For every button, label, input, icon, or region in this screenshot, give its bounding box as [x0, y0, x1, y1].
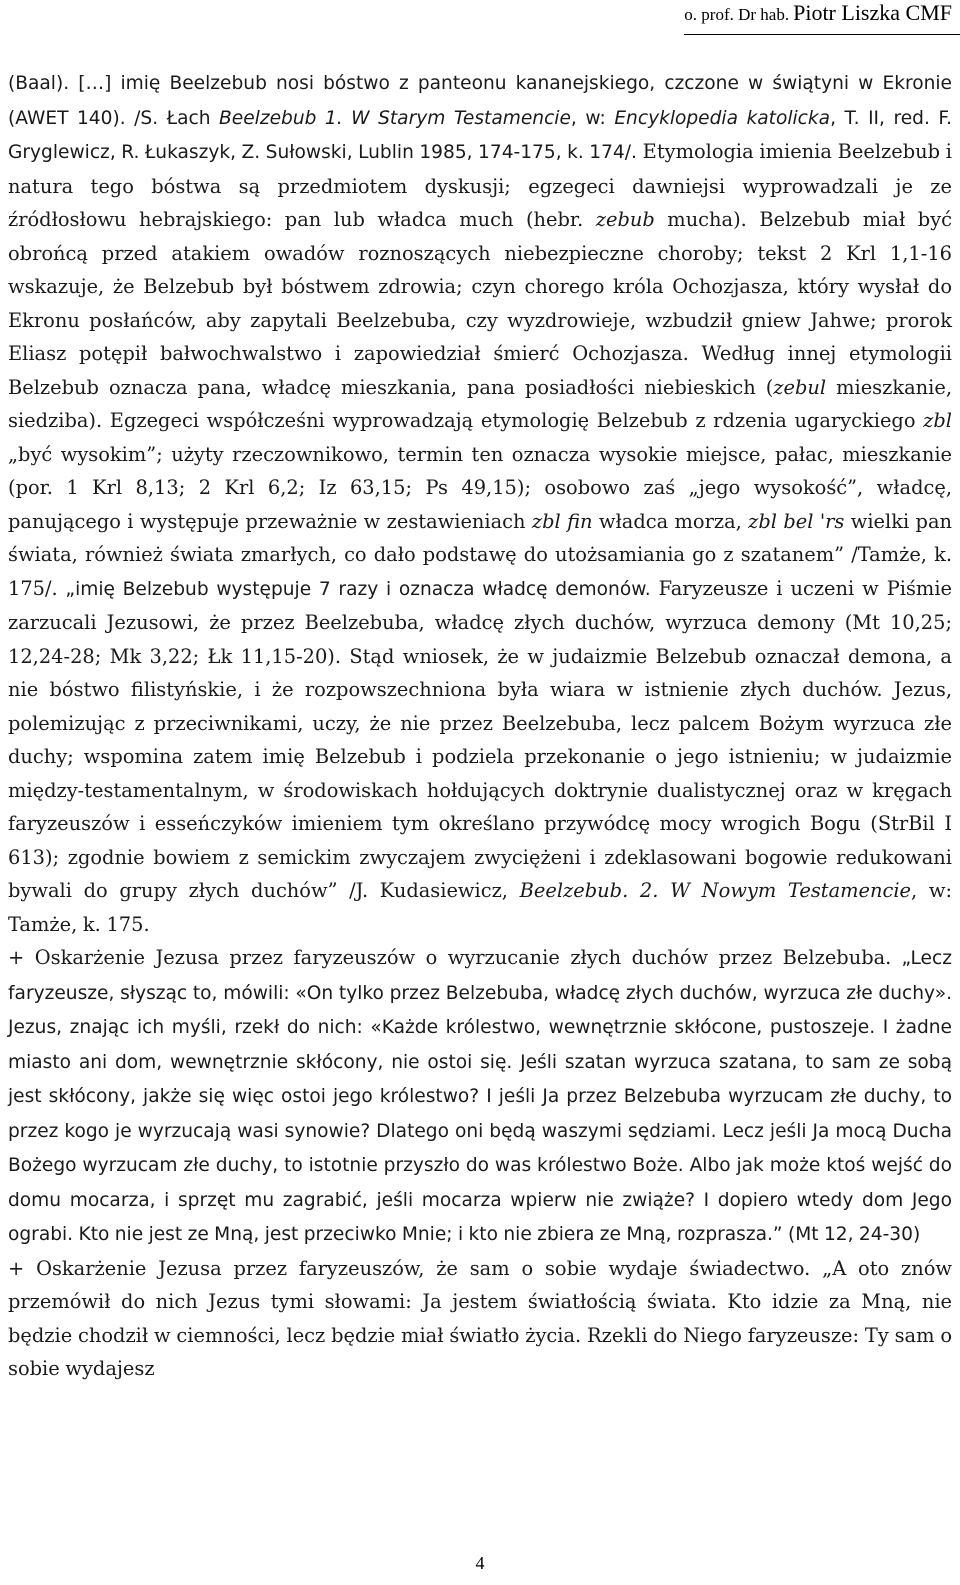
- paragraph-accusation-belzebub: [8, 941, 952, 1252]
- citation-text: (Baal). […] imię Beelzebub nosi bóstwo z panteonu kananejskiego, czczone w świątyni w Ekronie (AWET 140). /S. Łach: [8, 73, 952, 129]
- paragraph-accusation-testimony: [8, 1252, 952, 1386]
- page-number: 4: [475, 1553, 485, 1573]
- italic-term: zbl bel 'rs: [748, 509, 845, 533]
- citation-title-italic: Encyklopedia katolicka: [614, 107, 831, 129]
- scripture-quote: „A oto znów przemówił do nich Jezus tymi słowami: Ja jestem światłością świata. Kto idzie za Mną, nie będzie chodził w ciemności, lecz będzie miał światło życia. Rzekli do Niego faryzeusze: Ty sam o sobie wydajesz: [8, 1256, 952, 1380]
- quote-text-sans: „imię Belzebub występuje 7 razy i oznacza władcę demonów.: [57, 578, 651, 600]
- paragraph-beelzebub: [8, 66, 952, 941]
- italic-term: zebul: [773, 375, 827, 399]
- section-heading-text: + Oskarżenie Jezusa przez faryzeuszów, że sam o sobie wydaje świadectwo.: [8, 1256, 811, 1280]
- body-text: mucha). Belzebub miał być obrońcą przed atakiem owadów roznoszących niebezpieczne choroby; tekst 2 Krl 1,1-16 wskazuje, że Belzebub był bóstwem zdrowia; czyn chorego króla Ochozjasza, który wysłał do Ekronu posłańców, aby zapytali Beelzebuba, czy wyzdrowieje, wzbudził gniew Jahwe; prorok Eliasz potępił bałwochwalstwo i zapowiedział śmierć Ochozjasza. Według innej etymologii Belzebub oznacza pana, władcę mieszkania, pana posiadłości niebieskich (: [8, 208, 953, 399]
- italic-term: zbl: [923, 409, 952, 432]
- author-prefix: o. prof. Dr hab.: [684, 5, 790, 24]
- citation-text: , T. II, red. F. Gryglewicz, R. Łukaszyk, Z. Sułowski, Lublin 1985, 174-175, k. 174/.: [8, 107, 952, 163]
- body-text: , w: Tamże, k. 175.: [8, 879, 952, 936]
- italic-term: zbl fin: [531, 509, 593, 533]
- body-text: Faryzeusze i uczeni w Piśmie zarzucali Jezusowi, że przez Beelzebuba, władcę złych duchów, wyrzuca demony (Mt 10,25; 12,24-28; Mk 3,22; Łk 11,15-20). Stąd wniosek, że w judaizmie Belzebub oznaczał demona, a nie bóstwo filistyńskie, i że rozpowszechniona była wiara w istnienie złych duchów. Jezus, polemizując z przeciwnikami, uczy, że nie przez Beelzebuba, lecz palcem Bożym wyrzuca złe duchy; wspomina zatem imię Belzebub i podziela przekonanie o jego istnieniu; w judaizmie między-testamentalnym, w środowiskach hołdujących doktrynie dualistycznej oraz w kręgach faryzeuszów i esseńczyków imieniem tym określano przywódcę mocy wrogich Bogu (StrBil I 613); zgodnie bowiem z semickim zwyczajem zwyciężeni i zdeklasowani bogowie redukowani bywali do grupy złych duchów” /J. Kudasiewicz,: [8, 576, 952, 902]
- body-text: mieszkanie, siedziba). Egzegeci współcześni wyprowadzają etymologię Belzebub z rdzenia ugaryckiego: [8, 375, 952, 432]
- citation-title-italic: Beelzebub 1. W Starym Testamencie: [219, 107, 571, 129]
- scripture-quote-sans: „Lecz faryzeusze, słysząc to, mówili: «On tylko przez Belzebuba, władcę złych duchów, wyrzuca złe duchy». Jezus, znając ich myśli, rzekł do nich: «Każde królestwo, wewnętrznie skłócone, pustoszeje. I żadne miasto ani dom, wewnętrznie skłócony, nie ostoi się. Jeśli szatan wyrzuca szatana, to sam ze sobą jest skłócony, jakże się więc ostoi jego królestwo? I jeśli Ja przez Belzebuba wyrzucam złe duchy, to przez kogo je wyrzucają wasi synowie? Dlatego oni będą waszymi sędziami. Lecz jeśli Ja mocą Ducha Bożego wyrzucam złe duchy, to istotnie przyszło do was królestwo Boże. Albo jak może ktoś wejść do domu mocarza, i sprzęt mu zagrabić, jeśli mocarza wpierw nie zwiąże? I dopiero wtedy dom Jego ograbi. Kto nie jest ze Mną, jest przeciwko Mnie; i kto nie zbiera ze Mną, rozprasza.” (Mt 12, 24-30): [8, 948, 952, 1245]
- body-text: Etymologia imienia Beelzebub i natura tego bóstwa są przedmiotem dyskusji; egzegeci dawniejsi wyprowadzali je ze źródłosłowu hebrajskiego: pan lub władca much (hebr.: [8, 140, 952, 231]
- running-header: [684, 0, 952, 26]
- citation-title-italic: Beelzebub. 2. W Nowym Testamencie: [519, 879, 912, 902]
- body-text: „być wysokim”; użyty rzeczownikowo, termin ten oznacza wysokie miejsce, pałac, mieszkanie (por. 1 Krl 8,13; 2 Krl 6,2; Iz 63,15; Ps 49,15); osobowo zaś „jego wysokość”, władcę, panującego i występuje przeważnie w zestawieniach: [8, 442, 952, 533]
- body-text: władca morza,: [592, 509, 749, 533]
- document-body: [8, 66, 952, 1386]
- citation-text: , w:: [570, 107, 615, 129]
- section-heading-text: + Oskarżenie Jezusa przez faryzeuszów o wyrzucanie złych duchów przez Belzebuba.: [8, 946, 892, 969]
- body-text: wielki pan świata, również świata zmarłych, co dało podstawę do utożsamiania go z szatanem” /Tamże, k. 175/.: [8, 509, 952, 600]
- author-name: Piotr Liszka CMF: [793, 0, 952, 25]
- header-rule: [684, 34, 960, 35]
- italic-term: zebub: [595, 208, 655, 231]
